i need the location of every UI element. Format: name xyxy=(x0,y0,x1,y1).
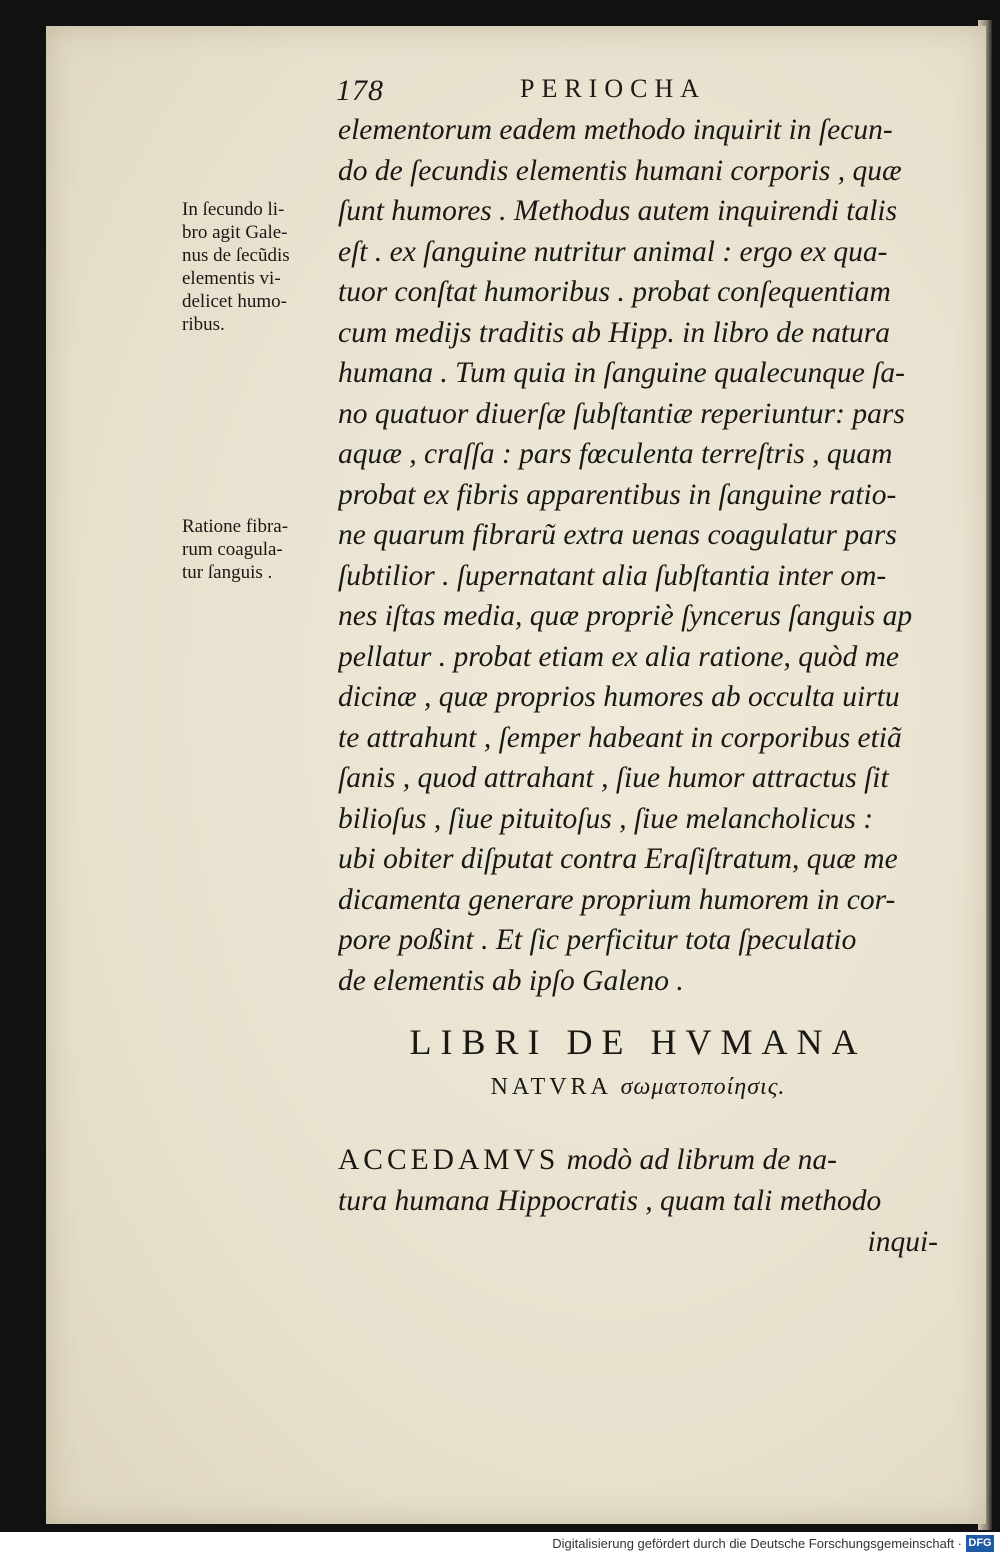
catchword: inqui- xyxy=(867,1226,938,1258)
page-number: 178 xyxy=(336,74,384,107)
running-title: PERIOCHA xyxy=(520,74,707,103)
text-line: nes iſtas media, quæ propriè ſyncerus ſanguis ap xyxy=(338,600,913,632)
margin-note-2 xyxy=(182,515,332,584)
margin-note-line: nus de ſecũdis xyxy=(182,245,290,266)
paragraph-lead-word: ACCEDAMVS xyxy=(338,1144,560,1176)
margin-note-line: elementis vi- xyxy=(182,268,281,289)
dfg-logo: DFG xyxy=(966,1535,994,1552)
text-line: ubi obiter diſputat contra Eraſiſtratum, quæ me xyxy=(338,843,898,875)
margin-note-line: rum coagula- xyxy=(182,539,283,560)
running-head xyxy=(336,74,936,114)
text-line: ſanis , quod attrahant , ſiue humor attractus ſit xyxy=(338,762,889,794)
text-line: ſunt humores . Methodus autem inquirendi talis xyxy=(338,195,898,227)
subtitle-latin: NATVRA xyxy=(490,1074,611,1100)
section-heading-subtitle xyxy=(338,1070,938,1104)
margin-note-line: tur ſanguis . xyxy=(182,562,273,583)
text-line: dicamenta generare proprium humorem in cor- xyxy=(338,883,896,916)
text-line: do de ſecundis elementis humani corporis , quæ xyxy=(338,154,902,187)
footer-credit: Digitalisierung gefördert durch die Deutsche Forschungsgemeinschaft · xyxy=(552,1536,962,1551)
text-line: no quatuor diuerſæ ſubſtantiæ reperiuntur: pars xyxy=(338,397,905,430)
text-line: tura humana Hippocratis , quam tali methodo xyxy=(338,1185,882,1217)
margin-note-line: bro agit Gale- xyxy=(182,222,288,243)
text-line: pellatur . probat etiam ex alia ratione, quòd me xyxy=(338,640,899,673)
text-fragment: modò ad librum de na- xyxy=(559,1144,838,1176)
text-line: te attrahunt , ſemper habeant in corporibus etiã xyxy=(338,721,902,754)
text-line: pore poßint . Et ſic perficitur tota ſpeculatio xyxy=(338,924,857,956)
subtitle-greek: σωματοποίησις. xyxy=(620,1074,786,1100)
text-line: de elementis ab ipſo Galeno . xyxy=(338,964,684,997)
text-line: elementorum eadem methodo inquirit in ſecun- xyxy=(338,114,893,146)
text-line: cum medijs traditis ab Hipp. in libro de natura xyxy=(338,316,891,349)
text-line: eſt . ex ſanguine nutritur animal : ergo ex qua- xyxy=(338,235,888,268)
text-line: bilioſus , ſiue pituitoſus , ſiue melancholicus : xyxy=(338,802,874,835)
margin-note-line: Ratione fibra- xyxy=(182,516,289,537)
text-line: ſubtilior . ſupernatant alia ſubſtantia inter om- xyxy=(338,559,887,592)
margin-note-1 xyxy=(182,198,332,336)
section-heading xyxy=(338,1020,938,1104)
margin-note-line: ribus. xyxy=(182,314,225,335)
margin-note-line: delicet humo- xyxy=(182,291,287,312)
text-line xyxy=(338,1140,938,1181)
second-paragraph xyxy=(338,1140,938,1263)
text-line: tuor conſtat humoribus . probat conſequentiam xyxy=(338,276,891,308)
text-line: humana . Tum quia in ſanguine qualecunque ſa- xyxy=(338,357,906,389)
text-line: probat ex fibris apparentibus in ſanguine ratio- xyxy=(338,478,897,511)
text-line: aquæ , craſſa : pars fœculenta terreſtris , quam xyxy=(338,438,893,470)
text-line: dicinæ , quæ proprios humores ab occulta uirtu xyxy=(338,681,900,713)
section-heading-title: LIBRI DE HVMANA xyxy=(409,1022,867,1062)
body-text xyxy=(338,110,938,1001)
footer-bar xyxy=(0,1532,1000,1556)
bleed-through-text xyxy=(170,430,175,452)
margin-note-line: In ſecundo li- xyxy=(182,199,285,220)
text-line: ne quarum fibrarũ extra uenas coagulatur pars xyxy=(338,519,897,551)
